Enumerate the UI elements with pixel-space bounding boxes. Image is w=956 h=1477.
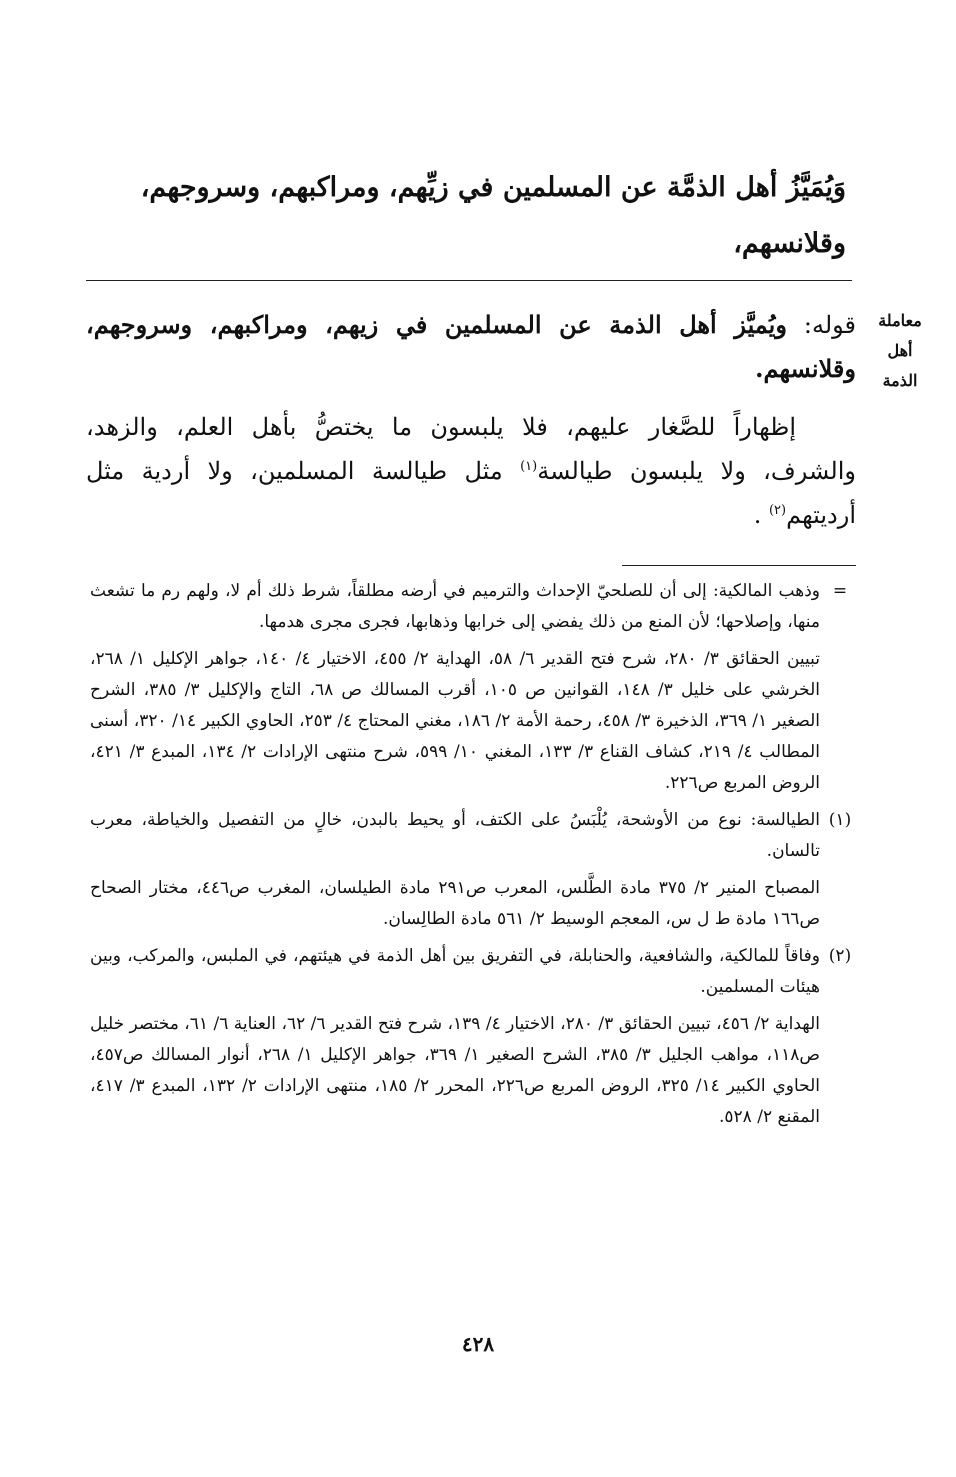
page-number: ٤٢٨ bbox=[461, 1332, 495, 1356]
footnote-paragraph: وفاقاً للمالكية، والشافعية، والحنابلة، في التفريق بين أهل الذمة في هيئتهم، في الملبس، والمركب، وبين هيئات المسلمين. bbox=[90, 946, 820, 997]
commentary-body-part-3: . bbox=[753, 501, 769, 529]
footnote-sources: المصباح المنير ٢/ ٣٧٥ مادة الطَّلس، المعرب ص٢٩١ مادة الطيلسان، المغرب ص٤٤٦، مختار الصحاح ص١٦٦ مادة ط ل س، المعجم الوسيط ٢/ ٥٦١ مادة الطالِسان. bbox=[90, 878, 821, 929]
quoted-matn: ويُميَّز أهل الذمة عن المسلمين في زيهم، ومراكبهم، وسروجهم، وقلانسهم. bbox=[86, 310, 856, 383]
footnote-1 bbox=[90, 805, 860, 935]
matn-text: وَيُمَيَّزُ أهل الذمَّة عن المسلمين في زيِّهم، ومراكبهم، وسروجهم، وقلانسهم، bbox=[140, 172, 846, 259]
margin-heading-line-1: معاملة bbox=[878, 311, 922, 330]
footnote-mark: (٢) bbox=[828, 946, 852, 966]
footnote-continuation bbox=[90, 576, 860, 799]
commentary-body-part-2: مثل طيالسة المسلمين، ولا أردية مثل أرديتهم bbox=[86, 457, 856, 529]
footnote-ref-1[interactable]: (١) bbox=[520, 459, 538, 474]
footnote-sources: الهداية ٢/ ٤٥٦، تبيين الحقائق ٣/ ٢٨٠، الاختيار ٤/ ١٣٩، شرح فتح القدير ٦/ ٦٢، العناية ٦/ ٦١، مختصر خليل ص١١٨، مواهب الجليل ٣/ ٣٨٥، الشرح الصغير ١/ ٣٦٩، جواهر الإكليل ١/ ٢٦٨، أنوار المسالك ص٤٥٧، الحاوي الكبير ١٤/ ٣٢٥، الروض المربع ص٢٢٦، المحرر ٢/ ١٨٥، منتهى الإرادات ٢/ ١٣٢، المبدع ٣/ ٤١٧، المقنع ٢/ ٥٢٨. bbox=[90, 1014, 821, 1127]
footnote-2 bbox=[90, 941, 860, 1133]
margin-heading-line-2: أهل bbox=[887, 341, 913, 360]
margin-heading-line-3: الذمة bbox=[882, 371, 918, 390]
footnote-mark: = bbox=[832, 581, 848, 601]
footnote-paragraph: الطيالسة: نوع من الأوشحة، يُلْبَسُ على الكتف، أو يحيط بالبدن، خالٍ من التفصيل والخياطة، معرب تالسان. bbox=[90, 810, 820, 861]
commentary-body bbox=[86, 405, 856, 537]
commentary-body-part-1: إظهاراً للصَّغار عليهم، فلا يلبسون ما يختصُّ بأهل العلم، والزهد، والشرف، ولا يلبسون طيالسة bbox=[86, 413, 856, 485]
margin-heading bbox=[870, 306, 930, 396]
footnote-sources: تبيين الحقائق ٣/ ٢٨٠، شرح فتح القدير ٦/ ٥٨، الهداية ٢/ ٤٥٥، الاختيار ٤/ ١٤٠، جواهر الإكليل ١/ ٢٦٨، الخرشي على خليل ٣/ ١٤٨، القوانين ص ١٠٥، أقرب المسالك ص ٦٨، التاج والإكليل ٣/ ٣٨٥، الشرح الصغير ١/ ٣٦٩، الذخيرة ٣/ ٤٥٨، رحمة الأمة ٢/ ١٨٦، مغني المحتاج ٤/ ٢٥٣، الحاوي الكبير ١٤/ ٣٢٠، أسنى المطالب ٤/ ٢١٩، كشاف القناع ٣/ ١٣٣، المغني ١٠/ ٥٩٩، شرح منتهى الإرادات ٢/ ١٣٤، المبدع ٣/ ٤٢١، الروض المربع ص٢٢٦. bbox=[90, 649, 821, 793]
matn-separator-rule bbox=[86, 280, 852, 281]
footnote-ref-2[interactable]: (٢) bbox=[768, 503, 787, 518]
footnote-paragraph: وذهب المالكية: إلى أن للصلحيّ الإحداث والترميم في أرضه مطلقاً، شرط ذلك أم لا، ولهم رم ما تشعث منها، وإصلاحها؛ لأن المنع من ذلك يفضي إلى خرابها وذهابها، فجرى مجرى هدمها. bbox=[90, 581, 820, 632]
commentary-quote-paragraph bbox=[86, 303, 856, 391]
footnote-mark: (١) bbox=[828, 810, 852, 830]
qawluh-label: قوله: bbox=[803, 311, 856, 339]
footnote-separator-rule bbox=[622, 565, 856, 566]
footnotes bbox=[90, 576, 860, 1139]
commentary bbox=[86, 303, 856, 537]
